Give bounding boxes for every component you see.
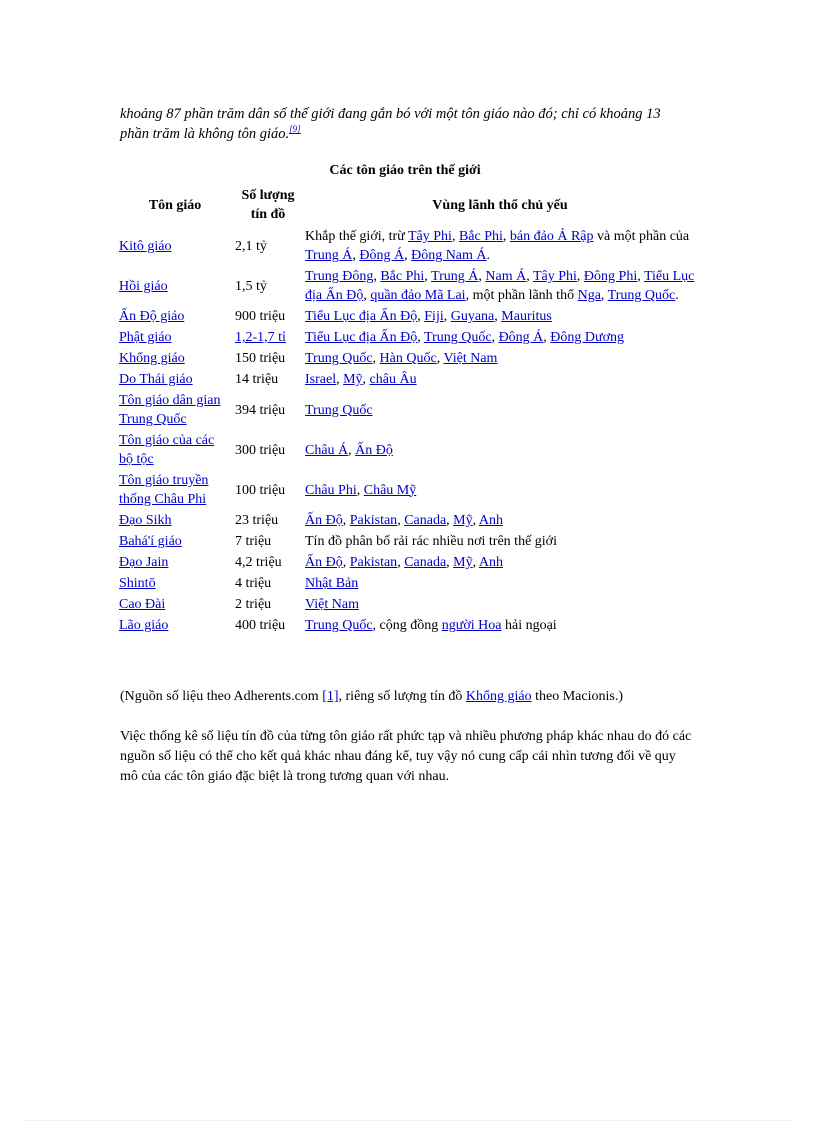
region-cell xyxy=(303,470,697,510)
religions-table xyxy=(117,184,697,636)
region-text: , xyxy=(600,288,608,303)
religion-cell xyxy=(117,348,233,369)
adherents-cell xyxy=(233,327,303,348)
region-link[interactable]: Tây Phi xyxy=(408,229,452,244)
table-row xyxy=(117,266,697,306)
region-link[interactable]: Mỹ xyxy=(453,555,473,570)
region-link[interactable]: Trung Quốc xyxy=(305,618,373,633)
region-link[interactable]: người Hoa xyxy=(441,618,502,633)
adherents-cell: 394 triệu xyxy=(235,402,286,418)
intro-text: khoảng 87 phần trăm dân số thế giới đang gắn bó với một tôn giáo nào đó; chỉ có khoảng 13 phần trăm là không tôn giáo. xyxy=(120,106,661,142)
region-text: . xyxy=(486,248,491,263)
region-text: , xyxy=(446,555,454,570)
table-body xyxy=(117,226,697,636)
region-link[interactable]: Trung Quốc xyxy=(424,330,492,345)
region-link[interactable]: Ấn Độ xyxy=(305,513,343,528)
region-link[interactable]: Châu Á xyxy=(305,442,349,458)
religion-cell xyxy=(117,615,233,636)
table-row xyxy=(117,573,697,594)
region-link[interactable]: Pakistan xyxy=(349,513,398,528)
region-link[interactable]: Canada xyxy=(404,555,447,570)
table-row xyxy=(117,327,697,348)
adherents-cell: 150 triệu xyxy=(235,351,286,366)
region-text: Khắp thế giới, trừ xyxy=(305,229,408,244)
region-link[interactable]: Mỹ xyxy=(343,372,363,387)
region-text: , xyxy=(417,330,425,345)
region-link[interactable]: quần đảo Mã Lai xyxy=(370,288,466,303)
region-link[interactable]: Tiểu Lục địa Ấn Độ xyxy=(305,269,695,303)
adherents-cell: 300 triệu xyxy=(235,442,286,458)
statistics-paragraph: Việc thống kê số liệu tín đồ của từng tôn giáo rất phức tạp và nhiều phương pháp khác nhau do đó các nguồn số liệu có thể cho kết quả khác nhau đáng kể, tuy vậy nó cung cấp cái nhìn tương đối về quy mô của các tôn giáo đặc biệt là trong tương quan với nhau. xyxy=(120,729,692,784)
region-link[interactable]: Nga xyxy=(577,288,601,303)
table-row xyxy=(117,615,697,636)
region-text: , xyxy=(436,351,444,366)
region-link[interactable]: Châu Phi xyxy=(305,482,357,498)
region-text: , xyxy=(443,309,451,324)
region-text: , xyxy=(352,248,360,263)
region-link[interactable]: Bắc Phi xyxy=(458,229,503,244)
region-text: , xyxy=(348,442,356,458)
adherents-cell: 100 triệu xyxy=(235,482,286,498)
region-text: , xyxy=(336,372,344,387)
adherents-cell: 23 triệu xyxy=(235,513,279,528)
region-text: , xyxy=(362,372,370,387)
region-link[interactable]: Ấn Độ xyxy=(355,442,393,458)
religion-link[interactable]: Đạo Sikh xyxy=(119,513,172,528)
region-text: , xyxy=(502,229,510,244)
region-text: , xyxy=(342,513,350,528)
region-link[interactable]: Tiểu Lục địa Ấn Độ xyxy=(305,309,418,324)
religion-cell xyxy=(117,510,233,531)
region-text: , xyxy=(494,309,502,324)
region-text: , xyxy=(451,229,459,244)
religion-cell xyxy=(117,327,233,348)
religion-cell xyxy=(117,531,233,552)
religion-link[interactable]: Kitô giáo xyxy=(119,238,172,254)
region-text: , một phần lãnh thổ xyxy=(465,288,578,303)
region-text: , xyxy=(356,482,364,498)
region-text: , xyxy=(478,269,486,284)
region-text: , cộng đồng xyxy=(372,618,442,633)
table-row xyxy=(117,510,697,531)
region-cell xyxy=(303,552,697,573)
religion-cell xyxy=(117,390,233,430)
region-link[interactable]: Anh xyxy=(478,555,503,570)
region-link[interactable]: Anh xyxy=(478,513,503,528)
table-row xyxy=(117,348,697,369)
region-link[interactable]: Đông Á xyxy=(359,248,405,263)
table-caption: Các tôn giáo trên thế giới xyxy=(329,163,481,178)
region-link[interactable]: Việt Nam xyxy=(443,351,498,366)
religion-cell xyxy=(117,594,233,615)
religion-link[interactable]: Ấn Độ giáo xyxy=(119,309,185,324)
region-link[interactable]: Canada xyxy=(404,513,447,528)
religion-cell xyxy=(117,369,233,390)
religion-link[interactable]: Do Thái giáo xyxy=(119,372,193,387)
region-link[interactable]: Đông Phi xyxy=(583,269,638,284)
region-link[interactable]: bán đảo Ả Rập xyxy=(509,229,594,244)
religion-link[interactable]: Lão giáo xyxy=(119,618,169,633)
region-link[interactable]: Tây Phi xyxy=(532,269,577,284)
region-link[interactable]: Hàn Quốc xyxy=(379,351,437,366)
region-text: , xyxy=(472,555,479,570)
adherents-cell: 2 triệu xyxy=(235,597,272,612)
region-link[interactable]: Trung Á xyxy=(431,269,479,284)
adherents-cell: 1,5 tỷ xyxy=(235,278,267,294)
table-row xyxy=(117,552,697,573)
region-cell xyxy=(303,369,697,390)
religion-link[interactable]: Tôn giáo dân gian Trung Quốc xyxy=(119,393,221,427)
religion-link[interactable]: Shintō xyxy=(119,576,156,591)
adherents-cell: 14 triệu xyxy=(235,372,279,387)
region-cell xyxy=(303,510,697,531)
region-text: , xyxy=(342,555,350,570)
region-cell xyxy=(303,266,697,306)
religion-cell xyxy=(117,552,233,573)
adherents-cell: 7 triệu xyxy=(235,534,272,549)
source-note xyxy=(120,687,700,707)
religion-cell xyxy=(117,266,233,306)
source-citation-link[interactable]: [1] xyxy=(322,689,339,704)
region-text: , xyxy=(397,513,405,528)
region-link[interactable]: Pakistan xyxy=(349,555,398,570)
religion-link[interactable]: Phật giáo xyxy=(119,330,172,345)
region-link[interactable]: Nam Á xyxy=(485,269,527,284)
adherents-cell: 4,2 triệu xyxy=(235,555,282,570)
religion-cell xyxy=(117,226,233,266)
table-row xyxy=(117,594,697,615)
adherents-cell: 2,1 tỷ xyxy=(235,238,267,254)
religion-link[interactable]: Tôn giáo của các bộ tộc xyxy=(119,433,215,467)
region-cell xyxy=(303,327,697,348)
region-link[interactable]: Trung Quốc xyxy=(305,402,373,418)
region-text: Tín đồ phân bố rải rác nhiều nơi trên thế giới xyxy=(305,534,557,549)
region-link[interactable]: Israel xyxy=(305,372,337,387)
religion-link[interactable]: Cao Đài xyxy=(119,597,166,612)
source-confucianism-link[interactable]: Khổng giáo xyxy=(465,689,532,704)
region-text: , xyxy=(417,309,425,324)
region-cell xyxy=(303,226,697,266)
region-link[interactable]: Đông Nam Á xyxy=(411,248,487,263)
page-bottom-border xyxy=(24,1120,792,1121)
region-link[interactable]: Mauritus xyxy=(501,309,552,324)
region-text: , xyxy=(446,513,454,528)
region-text: , xyxy=(373,269,381,284)
region-text: và một phần của xyxy=(593,229,690,244)
table-row xyxy=(117,306,697,327)
region-link[interactable]: Trung Quốc xyxy=(305,351,373,366)
table-row xyxy=(117,390,697,430)
region-cell xyxy=(303,430,697,470)
table-row xyxy=(117,226,697,266)
header-religion: Tôn giáo xyxy=(148,197,202,213)
table-header-row xyxy=(117,184,697,226)
religion-link[interactable]: Đạo Jain xyxy=(119,555,169,570)
region-link[interactable]: Ấn Độ xyxy=(305,555,343,570)
region-text: , xyxy=(543,330,551,345)
religion-cell xyxy=(117,573,233,594)
source-text-before: (Nguồn số liệu theo Adherents.com xyxy=(120,689,323,704)
header-region: Vùng lãnh thổ chủ yếu xyxy=(432,197,568,213)
region-link[interactable]: Việt Nam xyxy=(305,597,359,612)
source-text-after: theo Macionis.) xyxy=(531,689,623,704)
region-link[interactable]: Mỹ xyxy=(453,513,473,528)
table-row xyxy=(117,369,697,390)
region-text: , xyxy=(363,288,371,303)
religion-link[interactable]: Hồi giáo xyxy=(119,278,168,294)
religion-link[interactable]: Tôn giáo truyền thống Châu Phi xyxy=(119,473,209,507)
table-row xyxy=(117,531,697,552)
religion-link[interactable]: Bahá'í giáo xyxy=(119,534,182,549)
adherents-cell: 900 triệu xyxy=(235,309,286,324)
region-text: , xyxy=(372,351,380,366)
region-text: hải ngoại xyxy=(501,618,557,633)
region-link[interactable]: châu Âu xyxy=(369,372,417,387)
adherents-count-link[interactable]: 1,2-1,7 tỉ xyxy=(235,330,286,345)
region-cell xyxy=(303,531,697,552)
region-text: , xyxy=(491,330,499,345)
adherents-cell: 4 triệu xyxy=(235,576,272,591)
region-link[interactable]: Châu Mỹ xyxy=(363,482,417,498)
region-text: , xyxy=(526,269,533,284)
table-row xyxy=(117,470,697,510)
region-link[interactable]: Trung Á xyxy=(305,248,353,263)
region-link[interactable]: Đông Á xyxy=(498,330,544,345)
region-text: , xyxy=(397,555,405,570)
header-count: Số lượng tín đồ xyxy=(241,188,295,222)
region-link[interactable]: Trung Đông xyxy=(305,269,374,284)
region-text: , xyxy=(424,269,432,284)
intro-paragraph xyxy=(120,104,680,144)
region-link[interactable]: Nhật Bản xyxy=(305,576,359,591)
region-link[interactable]: Fiji xyxy=(424,309,444,324)
intro-citation-link[interactable]: [9] xyxy=(289,124,301,134)
adherents-cell: 400 triệu xyxy=(235,618,286,633)
religion-cell xyxy=(117,470,233,510)
region-cell xyxy=(303,348,697,369)
region-text: , xyxy=(637,269,644,284)
source-text-middle: , riêng số lượng tín đồ xyxy=(338,689,466,704)
table-row xyxy=(117,430,697,470)
region-text: , xyxy=(404,248,412,263)
region-link[interactable]: Bắc Phi xyxy=(380,269,425,284)
region-link[interactable]: Tiểu Lục địa Ấn Độ xyxy=(305,330,418,345)
region-text: , xyxy=(472,513,479,528)
region-cell xyxy=(303,306,697,327)
region-link[interactable]: Trung Quốc xyxy=(607,288,676,303)
religion-cell xyxy=(117,306,233,327)
region-link[interactable]: Guyana xyxy=(450,309,495,324)
region-text: , xyxy=(576,269,584,284)
region-text: . xyxy=(675,288,679,303)
region-cell xyxy=(303,615,697,636)
region-link[interactable]: Đông Dương xyxy=(550,330,625,345)
region-cell xyxy=(303,594,697,615)
region-cell xyxy=(303,573,697,594)
religion-link[interactable]: Khổng giáo xyxy=(119,351,185,366)
religion-cell xyxy=(117,430,233,470)
region-cell xyxy=(303,390,697,430)
